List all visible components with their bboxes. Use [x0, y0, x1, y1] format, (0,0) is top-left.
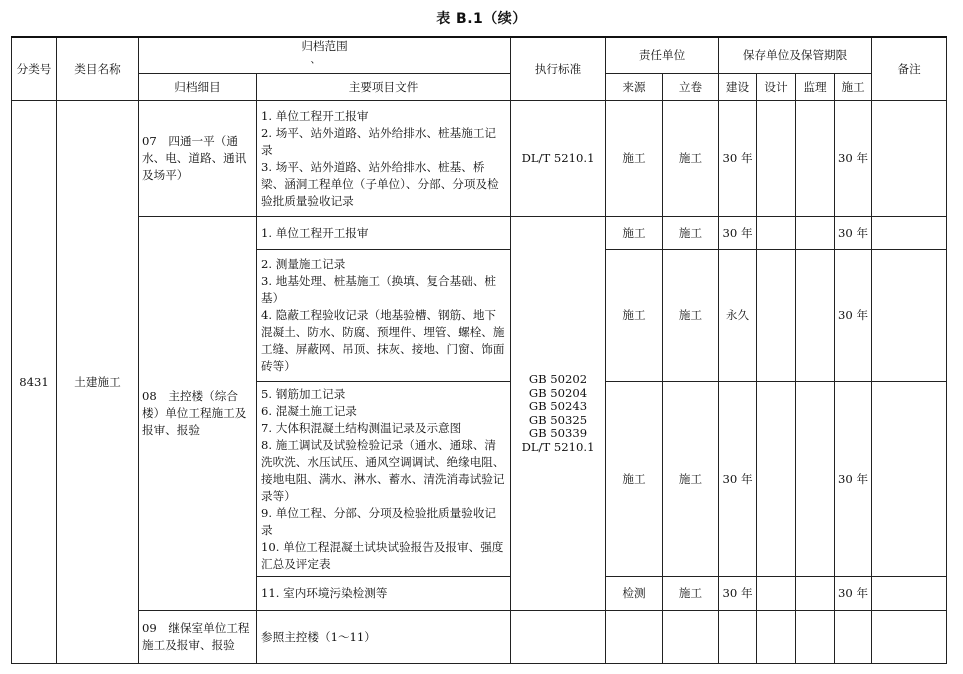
owner-retention-cell: 30 年: [719, 101, 757, 217]
builder-retention-cell: 30 年: [835, 101, 872, 217]
filing-cell: 施工: [663, 250, 719, 382]
header-retention: 保存单位及保管期限: [719, 37, 872, 74]
table-row: [12, 101, 947, 217]
archive-detail: 07 四通一平（通水、电、道路、通讯及场平）: [139, 101, 257, 217]
owner-retention-cell: 30 年: [719, 382, 757, 577]
header-construction: 施工: [835, 74, 872, 101]
file-item: 9. 单位工程、分部、分项及检验批质量验收记录: [261, 505, 497, 537]
standard-item: GB 50339: [528, 426, 588, 440]
source-cell: 施工: [606, 250, 663, 382]
design-retention-cell: [757, 382, 796, 577]
main-files: [257, 101, 511, 217]
header-standard: 执行标准: [511, 37, 606, 101]
file-item: 5. 钢筋加工记录: [261, 386, 346, 401]
header-archive-scope-label: 归档范围: [301, 39, 348, 53]
supervision-retention-cell: [796, 101, 835, 217]
main-files: [257, 250, 511, 382]
design-retention-cell: [757, 250, 796, 382]
header-supervision: 监理: [796, 74, 835, 101]
file-item: 4. 隐蔽工程验收记录（地基验槽、钢筋、地下混凝土、防水、防腐、预埋件、埋管、螺栓、施工缝、屏蔽网、吊顶、抹灰、接地、门窗、饰面砖等）: [261, 308, 505, 373]
standard-cell: [511, 611, 606, 664]
design-retention-cell: [757, 217, 796, 250]
header-remarks: 备注: [872, 37, 947, 101]
owner-retention-cell: [719, 611, 757, 664]
file-item: 参照主控楼（1～11）: [261, 629, 376, 644]
main-files: [257, 577, 511, 611]
design-retention-cell: [757, 101, 796, 217]
source-cell: 施工: [606, 217, 663, 250]
category-code: 8431: [12, 101, 57, 664]
filing-cell: [663, 611, 719, 664]
archive-table: [11, 36, 947, 664]
header-construction-owner: 建设: [719, 74, 757, 101]
builder-retention-cell: 30 年: [835, 577, 872, 611]
filing-cell: 施工: [663, 217, 719, 250]
file-item: 8. 施工调试及试验检验记录（通水、通球、清洗吹洗、水压试压、通风空调调试、绝缘电阻、接地电阻、满水、淋水、蓄水、清洗消毒试验记录等）: [261, 437, 505, 503]
standard-item: GB 50204: [528, 385, 588, 400]
standard-cell: [511, 101, 606, 217]
source-cell: 检测: [606, 577, 663, 611]
remarks-cell: [872, 217, 947, 250]
file-item: 2. 测量施工记录: [261, 257, 346, 271]
builder-retention-cell: 30 年: [835, 382, 872, 577]
builder-retention-cell: 30 年: [835, 250, 872, 382]
filing-cell: 施工: [663, 101, 719, 217]
header-responsible-unit: 责任单位: [606, 37, 719, 74]
standard-item: GB 50243: [528, 399, 588, 413]
supervision-retention-cell: [796, 250, 835, 382]
file-item: 1. 单位工程开工报审: [261, 225, 369, 240]
file-item: 6. 混凝土施工记录: [261, 403, 357, 418]
header-filing: 立卷: [663, 74, 719, 101]
source-cell: 施工: [606, 101, 663, 217]
main-files: [257, 382, 511, 577]
filing-cell: 施工: [663, 382, 719, 577]
source-cell: [606, 611, 663, 664]
owner-retention-cell: 30 年: [719, 217, 757, 250]
standard-item: GB 50202: [528, 372, 588, 386]
standard-cell: [511, 217, 606, 611]
file-item: 1. 单位工程开工报审: [261, 108, 369, 123]
owner-retention-cell: 30 年: [719, 577, 757, 611]
table-row: [12, 217, 947, 250]
owner-retention-cell: 永久: [719, 250, 757, 382]
table-title: 表 B.1（续）: [436, 11, 527, 27]
file-item: 7. 大体积混凝土结构测温记录及示意图: [261, 420, 462, 435]
standard-item: GB 50325: [528, 412, 588, 427]
remarks-cell: [872, 577, 947, 611]
table-row: [12, 611, 947, 664]
builder-retention-cell: 30 年: [835, 217, 872, 250]
header-archive-detail: 归档细目: [139, 74, 257, 101]
header-category-name: 类目名称: [57, 37, 139, 101]
file-item: 3. 场平、站外道路、站外给排水、桩基、桥梁、涵洞工程单位（子单位）、分部、分项及检验批质量验收记录: [261, 159, 499, 208]
remarks-cell: [872, 250, 947, 382]
header-source: 来源: [606, 74, 663, 101]
header-category-code: 分类号: [12, 37, 57, 101]
file-item: 3. 地基处理、桩基施工（换填、复合基础、桩基）: [261, 274, 497, 305]
header-design: 设计: [757, 74, 796, 101]
file-item: 10. 单位工程混凝土试块试验报告及报审、强度汇总及评定表: [261, 539, 504, 571]
supervision-retention-cell: [796, 382, 835, 577]
archive-detail: 09 继保室单位工程施工及报审、报验: [139, 611, 257, 664]
remarks-cell: [872, 101, 947, 217]
supervision-retention-cell: [796, 577, 835, 611]
file-item: 11. 室内环境污染检测等: [261, 586, 388, 600]
filing-cell: 施工: [663, 577, 719, 611]
builder-retention-cell: [835, 611, 872, 664]
supervision-retention-cell: [796, 611, 835, 664]
standard-item: DL/T 5210.1: [521, 439, 595, 454]
category-name: 土建施工: [57, 101, 139, 664]
remarks-cell: [872, 382, 947, 577]
header-archive-scope: [139, 37, 511, 74]
header-scope-mark: 、: [310, 55, 321, 66]
supervision-retention-cell: [796, 217, 835, 250]
source-cell: 施工: [606, 382, 663, 577]
file-item: 2. 场平、站外道路、站外给排水、桩基施工记录: [261, 125, 497, 157]
header-main-files: 主要项目文件: [257, 74, 511, 101]
main-files: [257, 611, 511, 664]
main-files: [257, 217, 511, 250]
standard-item: DL/T 5210.1: [521, 150, 595, 165]
design-retention-cell: [757, 611, 796, 664]
archive-detail: 08 主控楼（综合楼）单位工程施工及报审、报验: [139, 217, 257, 611]
remarks-cell: [872, 611, 947, 664]
design-retention-cell: [757, 577, 796, 611]
